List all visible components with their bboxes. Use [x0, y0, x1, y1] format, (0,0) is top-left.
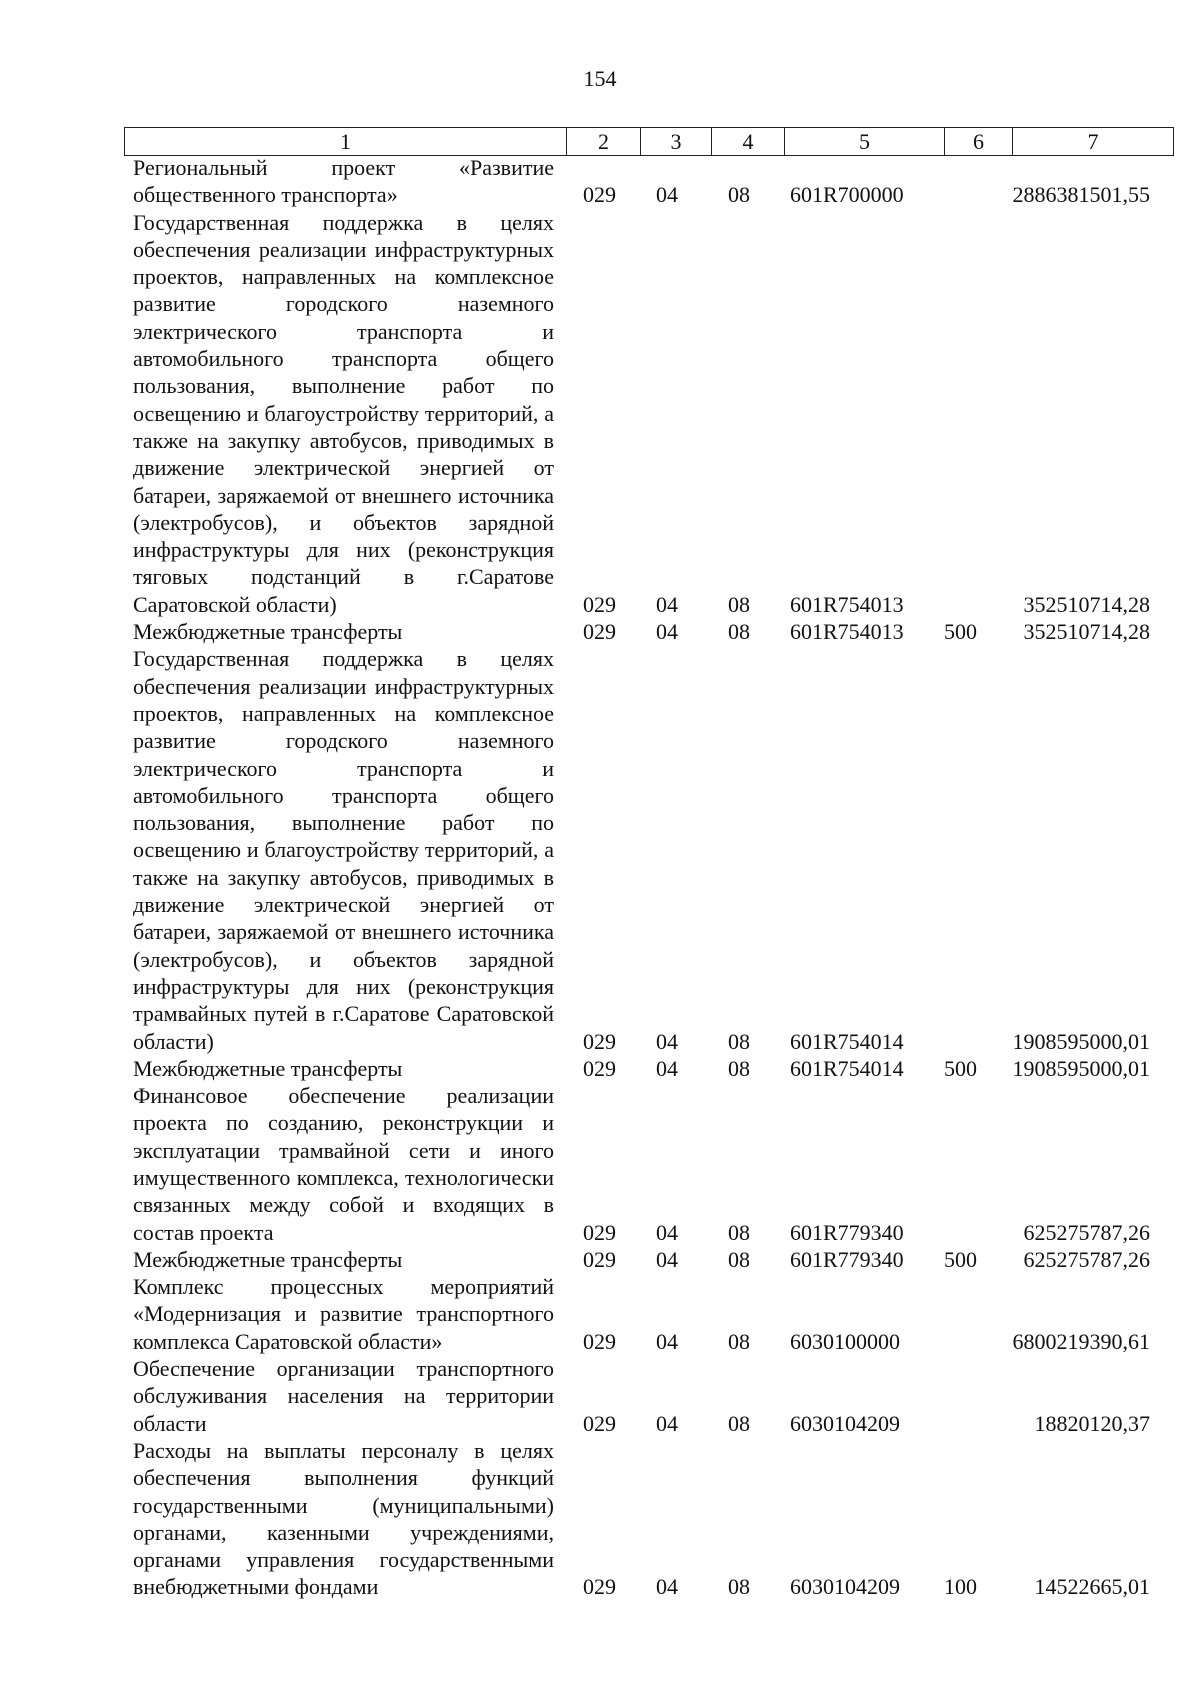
row-section-code: 04: [656, 1574, 678, 1600]
header-col-4: 4: [712, 128, 785, 156]
row-subsection-code: 08: [728, 619, 750, 645]
row-target-article: 601R700000: [790, 182, 904, 208]
row-subsection-code: 08: [728, 1328, 750, 1354]
row-target-article: 6030104209: [790, 1410, 900, 1436]
row-subsection-code: 08: [728, 591, 750, 617]
table-row: [0, 154, 1200, 209]
row-subsection-code: 08: [728, 1028, 750, 1054]
header-col-5: 5: [785, 128, 945, 156]
row-target-article: 601R779340: [790, 1246, 904, 1272]
row-expense-type: 500: [944, 1246, 977, 1272]
row-section-code: 04: [656, 619, 678, 645]
row-description: Комплекс процессных мероприятий «Модернизация и развитие транспортного комплекса Саратовской области»: [133, 1274, 554, 1354]
header-col-7: 7: [1013, 128, 1174, 156]
table-row: [0, 618, 1200, 645]
table-row: [0, 209, 1200, 618]
table-row: [0, 645, 1200, 1054]
row-amount: 2886381501,55: [1012, 182, 1150, 208]
row-section-code: 04: [656, 1055, 678, 1081]
row-description: Региональный проект «Развитие общественного транспорта»: [133, 155, 554, 208]
row-description: Государственная поддержка в целях обеспечения реализации инфраструктурных проектов, направленных на комплексное развитие городского наземного электрического транспорта и автомобильного транспорта общего пользования, выполнение работ по освещению и благоустройству территорий, а также на закупку автобусов, приводимых в движение электрической энергией от батареи, заряжаемой от внешнего источника (электробусов), и объектов зарядной инфраструктуры для них (реконструкция тяговых подстанций в г.Саратове Саратовской области): [133, 209, 554, 617]
table-row: [0, 1082, 1200, 1246]
row-ministry-code: 029: [583, 1410, 616, 1436]
row-target-article: 601R779340: [790, 1219, 904, 1245]
row-target-article: 601R754014: [790, 1055, 904, 1081]
row-amount: 6800219390,61: [1012, 1328, 1150, 1354]
budget-table-body: [0, 154, 1200, 1601]
row-expense-type: 100: [944, 1574, 977, 1600]
row-subsection-code: 08: [728, 1055, 750, 1081]
table-row: [0, 1055, 1200, 1082]
header-col-2: 2: [567, 128, 641, 156]
row-amount: 352510714,28: [1023, 619, 1150, 645]
row-target-article: 601R754013: [790, 619, 904, 645]
row-description: Финансовое обеспечение реализации проекта по созданию, реконструкции и эксплуатации трамвайной сети и иного имущественного комплекса, технологически связанных между собой и входящих в состав проекта: [133, 1083, 554, 1245]
header-col-6: 6: [945, 128, 1013, 156]
row-section-code: 04: [656, 182, 678, 208]
row-ministry-code: 029: [583, 1055, 616, 1081]
row-ministry-code: 029: [583, 182, 616, 208]
row-expense-type: 500: [944, 1055, 977, 1081]
row-description: Расходы на выплаты персоналу в целях обеспечения выполнения функций государственными (муниципальными) органами, казенными учреждениями, органами управления государственными внебюджетными фондами: [133, 1437, 554, 1600]
header-col-1: 1: [125, 128, 567, 156]
row-section-code: 04: [656, 1028, 678, 1054]
row-section-code: 04: [656, 1410, 678, 1436]
table-row: [0, 1437, 1200, 1601]
row-section-code: 04: [656, 1328, 678, 1354]
row-description: Государственная поддержка в целях обеспечения реализации инфраструктурных проектов, направленных на комплексное развитие городского наземного электрического транспорта и автомобильного транспорта общего пользования, выполнение работ по освещению и благоустройству территорий, а также на закупку автобусов, приводимых в движение электрической энергией от батареи, заряжаемой от внешнего источника (электробусов), и объектов зарядной инфраструктуры для них (реконструкция трамвайных путей в г.Саратове Саратовской области): [133, 646, 554, 1054]
row-amount: 1908595000,01: [1012, 1028, 1150, 1054]
row-subsection-code: 08: [728, 1219, 750, 1245]
row-description: Межбюджетные трансферты: [133, 619, 403, 645]
row-ministry-code: 029: [583, 1328, 616, 1354]
table-header: [124, 127, 1174, 156]
row-amount: 625275787,26: [1023, 1246, 1150, 1272]
header-col-3: 3: [641, 128, 712, 156]
row-subsection-code: 08: [728, 1574, 750, 1600]
row-ministry-code: 029: [583, 591, 616, 617]
row-description: Межбюджетные трансферты: [133, 1055, 403, 1081]
row-subsection-code: 08: [728, 1246, 750, 1272]
row-target-article: 601R754014: [790, 1028, 904, 1054]
row-target-article: 6030104209: [790, 1574, 900, 1600]
row-target-article: 601R754013: [790, 591, 904, 617]
row-amount: 14522665,01: [1034, 1574, 1150, 1600]
row-ministry-code: 029: [583, 1246, 616, 1272]
row-subsection-code: 08: [728, 182, 750, 208]
row-ministry-code: 029: [583, 1574, 616, 1600]
table-row: [0, 1355, 1200, 1437]
table-row: [0, 1246, 1200, 1273]
row-amount: 18820120,37: [1034, 1410, 1150, 1436]
row-amount: 625275787,26: [1023, 1219, 1150, 1245]
row-ministry-code: 029: [583, 619, 616, 645]
row-subsection-code: 08: [728, 1410, 750, 1436]
row-amount: 1908595000,01: [1012, 1055, 1150, 1081]
row-expense-type: 500: [944, 619, 977, 645]
row-section-code: 04: [656, 591, 678, 617]
row-description: Межбюджетные трансферты: [133, 1246, 403, 1272]
table-row: [0, 1273, 1200, 1355]
row-ministry-code: 029: [583, 1219, 616, 1245]
row-ministry-code: 029: [583, 1028, 616, 1054]
row-section-code: 04: [656, 1219, 678, 1245]
row-description: Обеспечение организации транспортного обслуживания населения на территории области: [133, 1356, 554, 1436]
row-section-code: 04: [656, 1246, 678, 1272]
row-amount: 352510714,28: [1023, 591, 1150, 617]
row-target-article: 6030100000: [790, 1328, 900, 1354]
page-number: 154: [583, 66, 617, 91]
